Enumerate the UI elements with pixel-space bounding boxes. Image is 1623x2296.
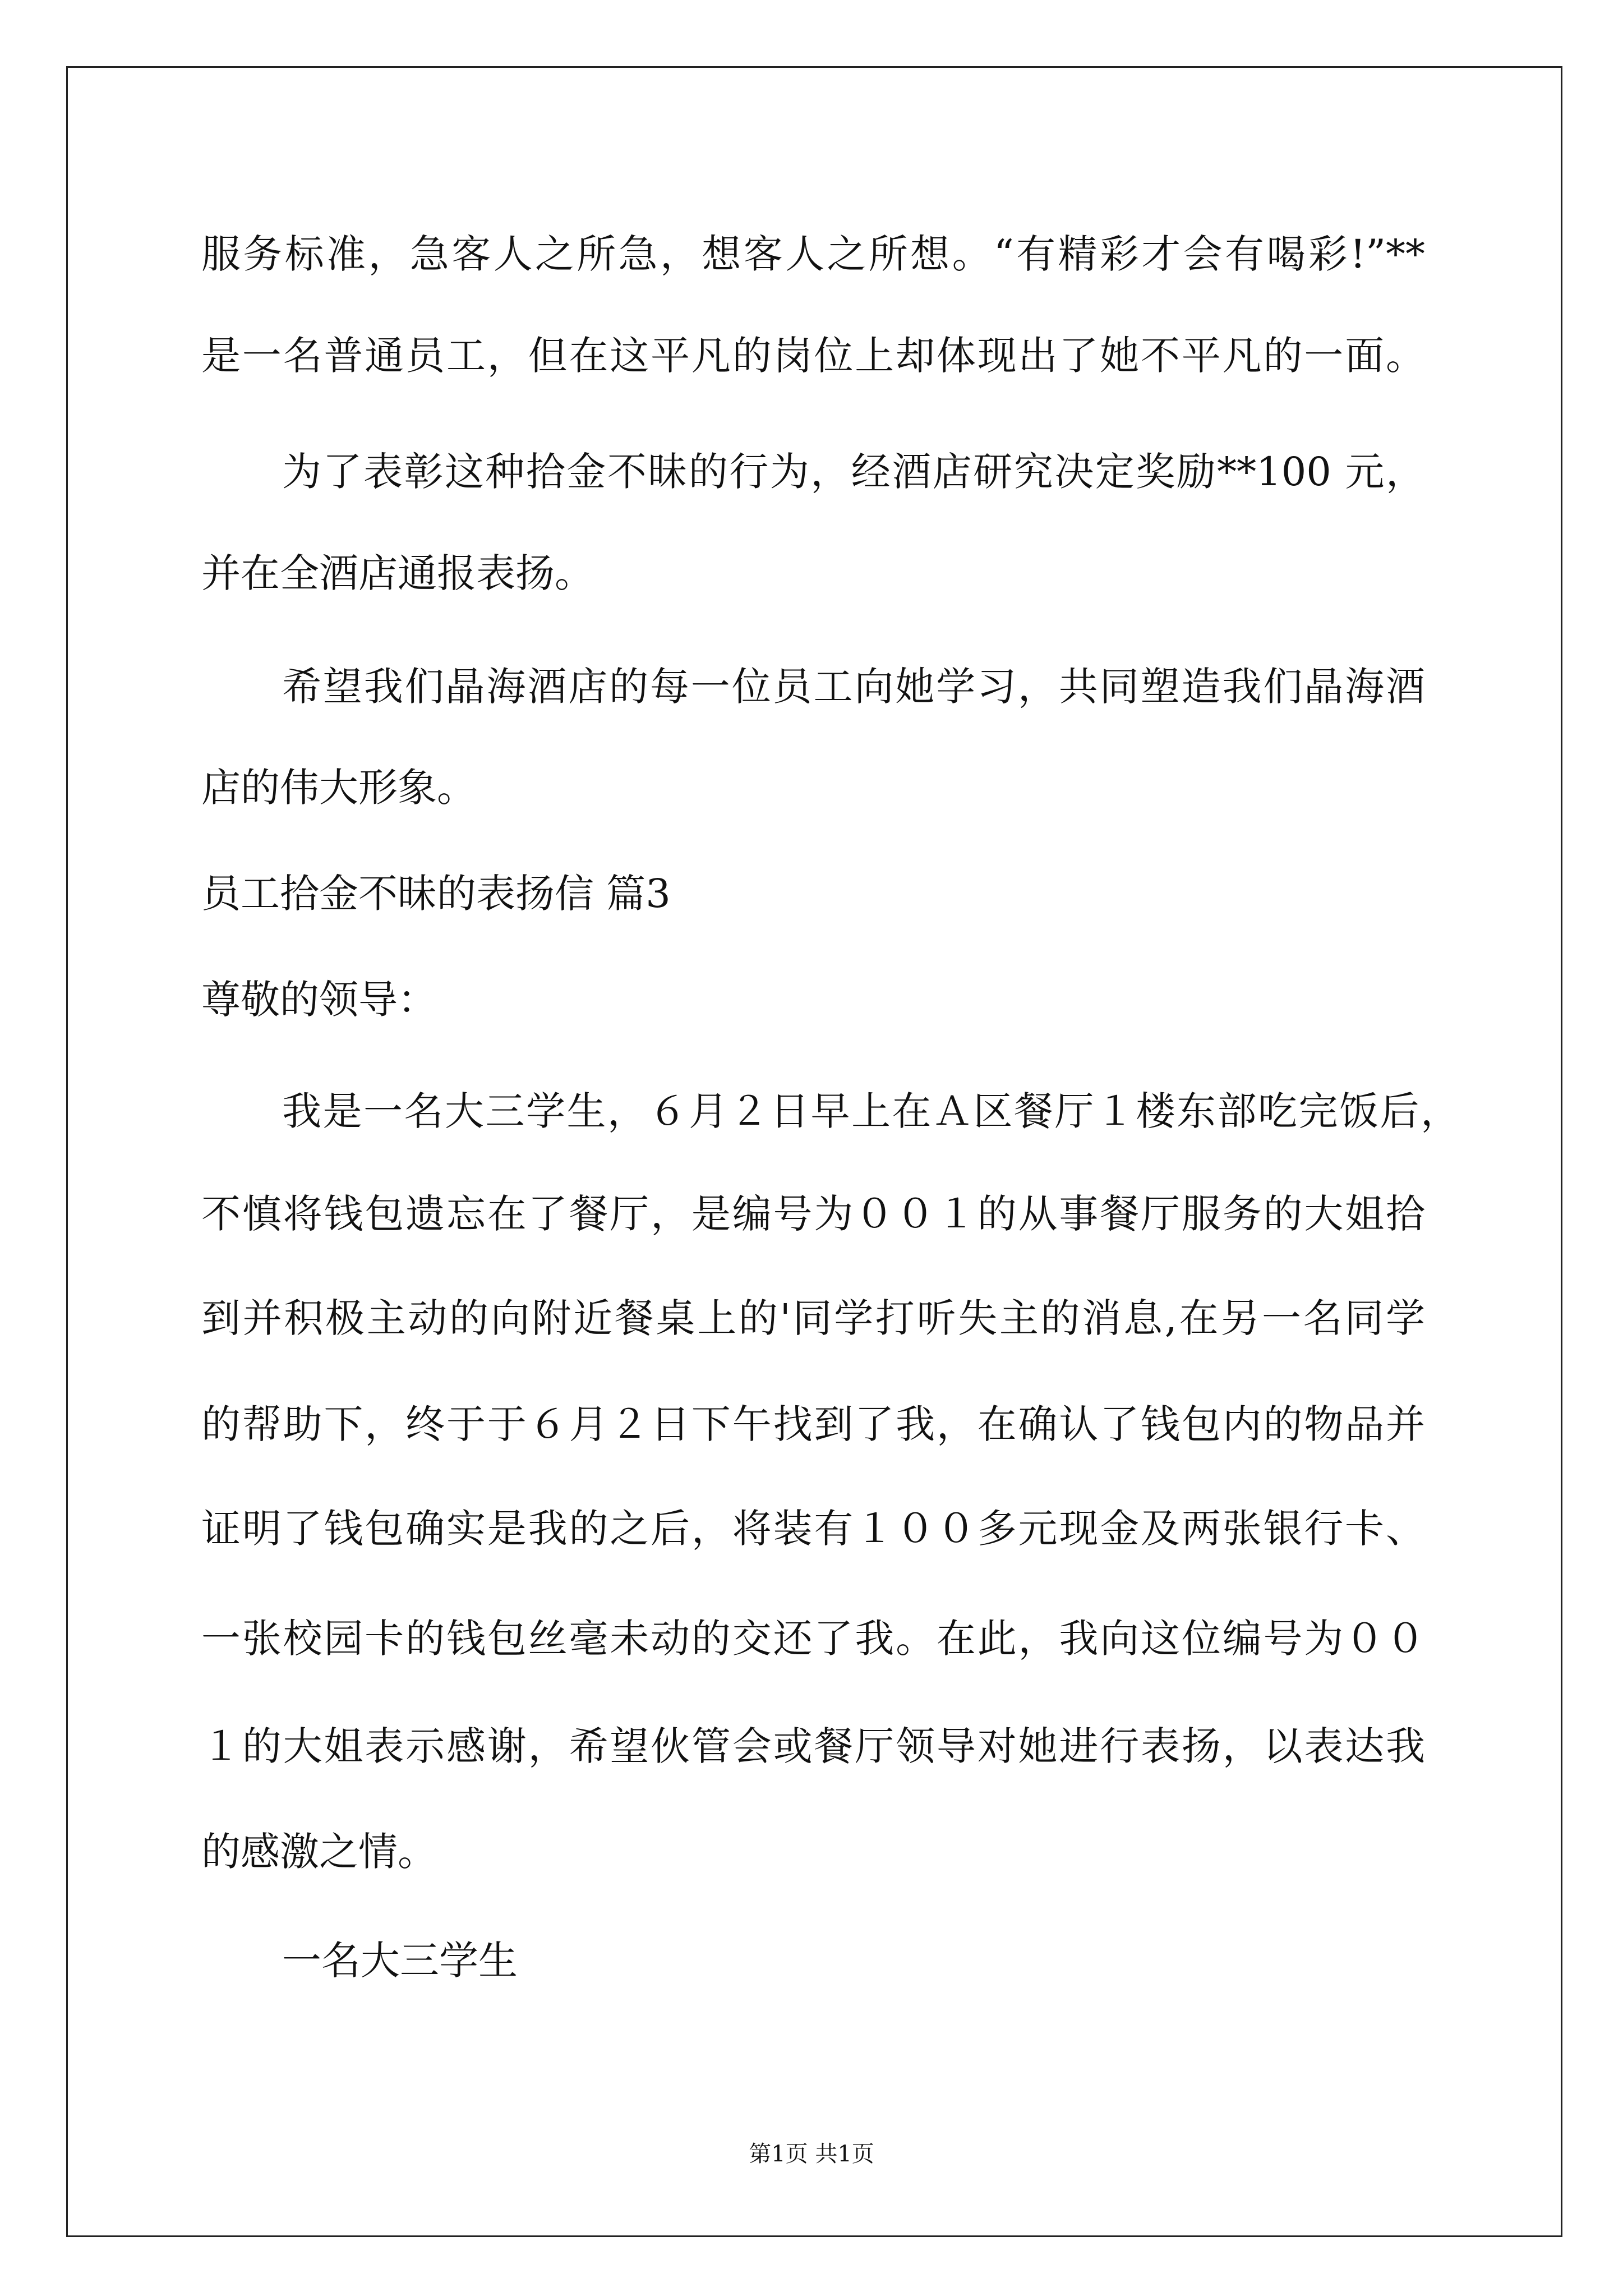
body-text-line: 不慎将钱包遗忘在了餐厅，是编号为００１的从事餐厅服务的大姐拾 (201, 1191, 1425, 1237)
body-text-line: 证明了钱包确实是我的之后，将装有１００多元现金及两张银行卡、 (201, 1506, 1425, 1552)
signature: 一名大三学生 (282, 1938, 518, 1984)
body-text-line: 的感激之情。 (201, 1829, 437, 1875)
salutation: 尊敬的领导： (201, 977, 437, 1023)
section-heading: 员工拾金不昧的表扬信 篇3 (201, 871, 671, 917)
body-text-line: 服务标准，急客人之所急，想客人之所想。“有精彩才会有喝彩!”** (201, 231, 1425, 277)
body-text-line: 一张校园卡的钱包丝毫未动的交还了我。在此，我向这位编号为００ (201, 1616, 1425, 1662)
page-footer: 第1页 共1页 (749, 2141, 874, 2167)
body-text-line: 希望我们晶海酒店的每一位员工向她学习，共同塑造我们晶海酒 (282, 664, 1425, 710)
body-text-line: 我是一名大三学生，６月２日早上在Ａ区餐厅１楼东部吃完饭后， (282, 1088, 1460, 1134)
body-text-line: 并在全酒店通报表扬。 (201, 550, 594, 596)
body-text-line: 是一名普通员工，但在这平凡的岗位上却体现出了她不平凡的一面。 (201, 333, 1425, 379)
body-text-line: 的帮助下，终于于６月２日下午找到了我，在确认了钱包内的物品并 (201, 1401, 1425, 1447)
body-text-line: 到并积极主动的向附近餐桌上的'同学打听失主的消息,在另一名同学 (201, 1295, 1425, 1341)
page-border (66, 66, 1562, 2237)
body-text-line: 为了表彰这种拾金不昧的行为，经酒店研究决定奖励**100 元， (282, 449, 1425, 495)
body-text-line: １的大姐表示感谢，希望伙管会或餐厅领导对她进行表扬，以表达我 (201, 1723, 1425, 1769)
body-text-line: 店的伟大形象。 (201, 765, 476, 811)
